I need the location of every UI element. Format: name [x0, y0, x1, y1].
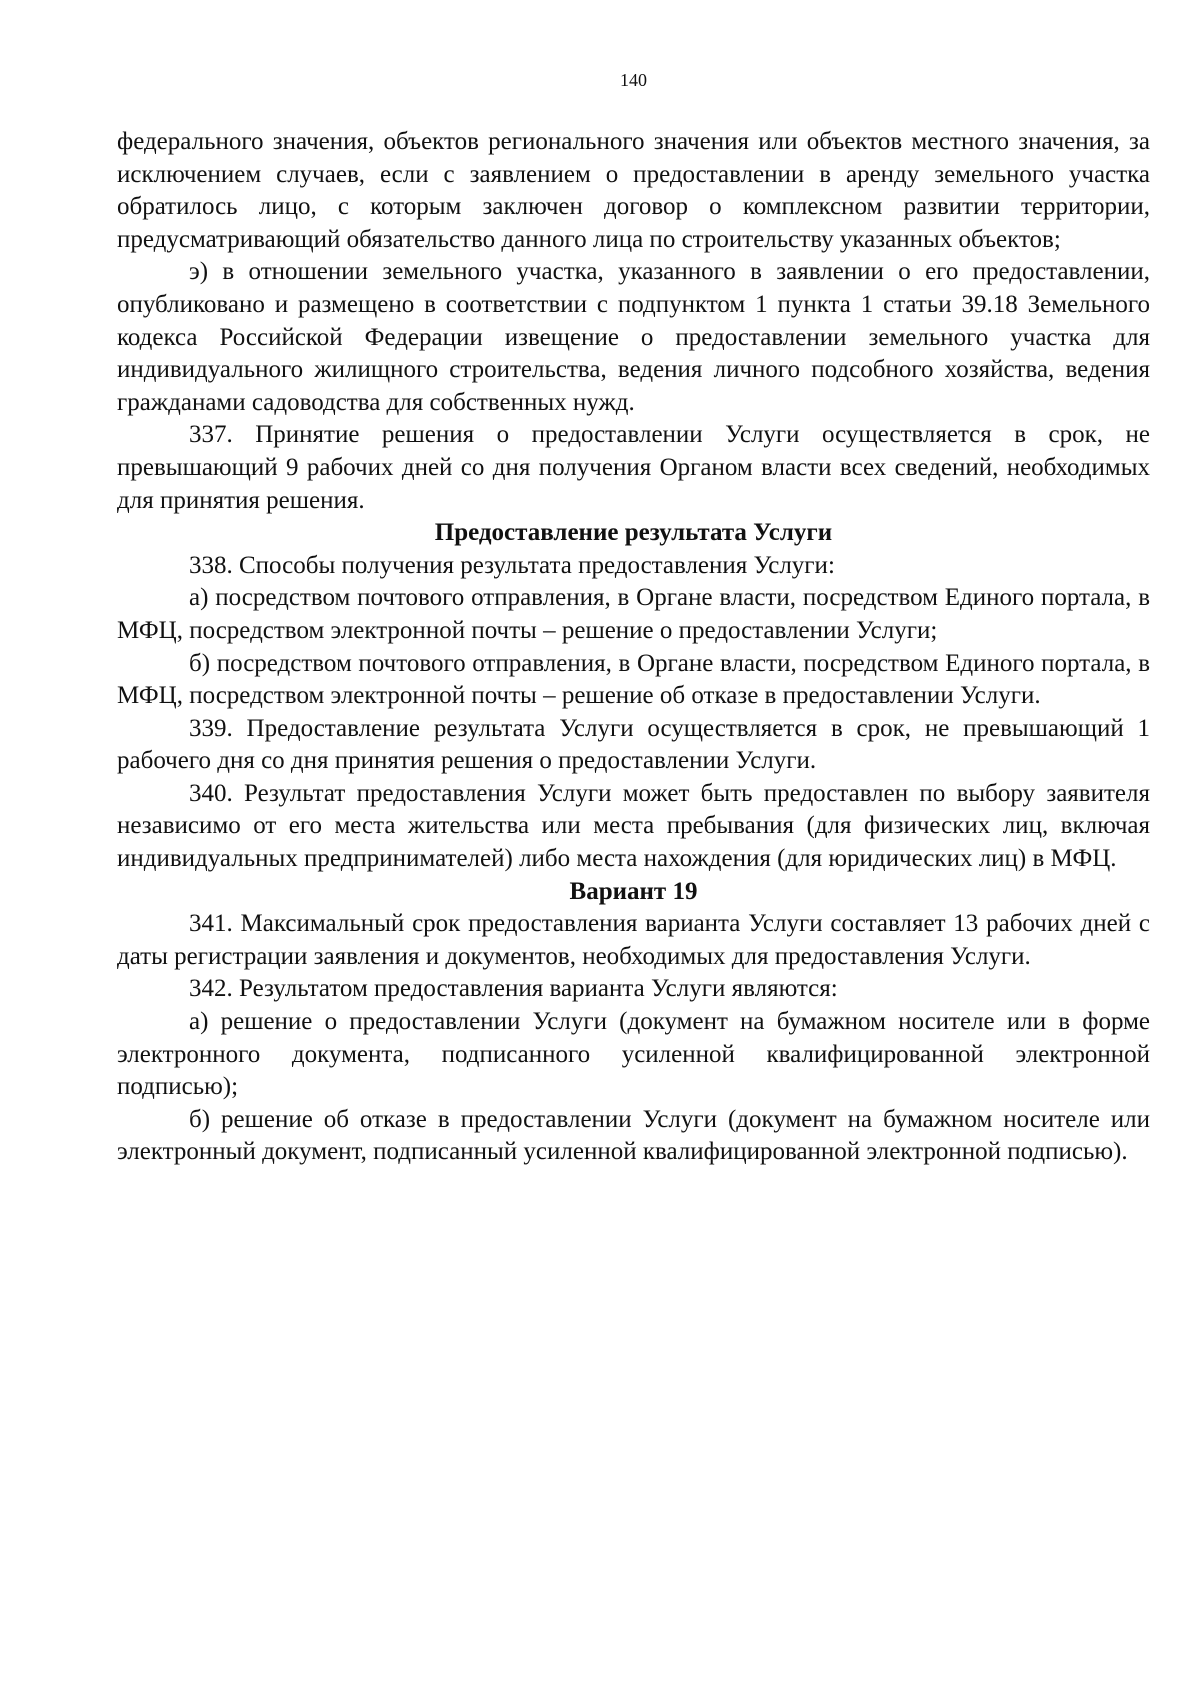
- paragraph-342-b: б) решение об отказе в предоставлении Услуги (документ на бумажном носителе или электронный документ, подписанный усиленной квалифицированной электронной подписью).: [117, 1105, 1150, 1166]
- paragraph-340: 340. Результат предоставления Услуги может быть предоставлен по выбору заявителя независимо от его места жительства или места пребывания (для физических лиц, включая индивидуальных предпринимателей) либо места нахождения (для юридических лиц) в МФЦ.: [117, 779, 1150, 873]
- paragraph-339: 339. Предоставление результата Услуги осуществляется в срок, не превышающий 1 рабочего дня со дня принятия решения о предоставлении Услуги.: [117, 714, 1150, 775]
- paragraph-338-a: а) посредством почтового отправления, в Органе власти, посредством Единого портала, в МФЦ, посредством электронной почты – решение о предоставлении Услуги;: [117, 584, 1150, 644]
- paragraph-341: 341. Максимальный срок предоставления варианта Услуги составляет 13 рабочих дней с даты регистрации заявления и документов, необходимых для предоставления Услуги.: [117, 910, 1150, 970]
- page-number: 140: [620, 70, 647, 90]
- paragraph-continuation: федерального значения, объектов регионального значения или объектов местного значения, за исключением случаев, если с заявлением о предоставлении в аренду земельного участка обратилось лицо, с которым заключен договор о комплексном развитии территории, предусматривающий обязательство данного лица по строительству указанных объектов;: [117, 128, 1150, 253]
- text-body: [117, 126, 1150, 1169]
- paragraph-342: 342. Результатом предоставления варианта Услуги являются:: [189, 975, 838, 1003]
- paragraph-338: 338. Способы получения результата предоставления Услуги:: [189, 551, 835, 579]
- paragraph-342-a: а) решение о предоставлении Услуги (документ на бумажном носителе или в форме электронного документа, подписанного усиленной квалифицированной электронной подписью);: [117, 1008, 1150, 1101]
- section-heading-variant: Вариант 19: [569, 877, 698, 905]
- paragraph-337: 337. Принятие решения о предоставлении Услуги осуществляется в срок, не превышающий 9 рабочих дней со дня получения Органом власти всех сведений, необходимых для принятия решения.: [117, 421, 1150, 514]
- section-heading-result: Предоставление результата Услуги: [434, 519, 833, 547]
- paragraph-item-e: э) в отношении земельного участка, указанного в заявлении о его предоставлении, опубликовано и размещено в соответствии с подпунктом 1 пункта 1 статьи 39.18 Земельного кодекса Российской Федерации извещение о предоставлении земельного участка для индивидуального жилищного строительства, ведения личного подсобного хозяйства, ведения гражданами садоводства для собственных нужд.: [117, 258, 1150, 416]
- paragraph-338-b: б) посредством почтового отправления, в Органе власти, посредством Единого портала, в МФЦ, посредством электронной почты – решение об отказе в предоставлении Услуги.: [117, 649, 1150, 710]
